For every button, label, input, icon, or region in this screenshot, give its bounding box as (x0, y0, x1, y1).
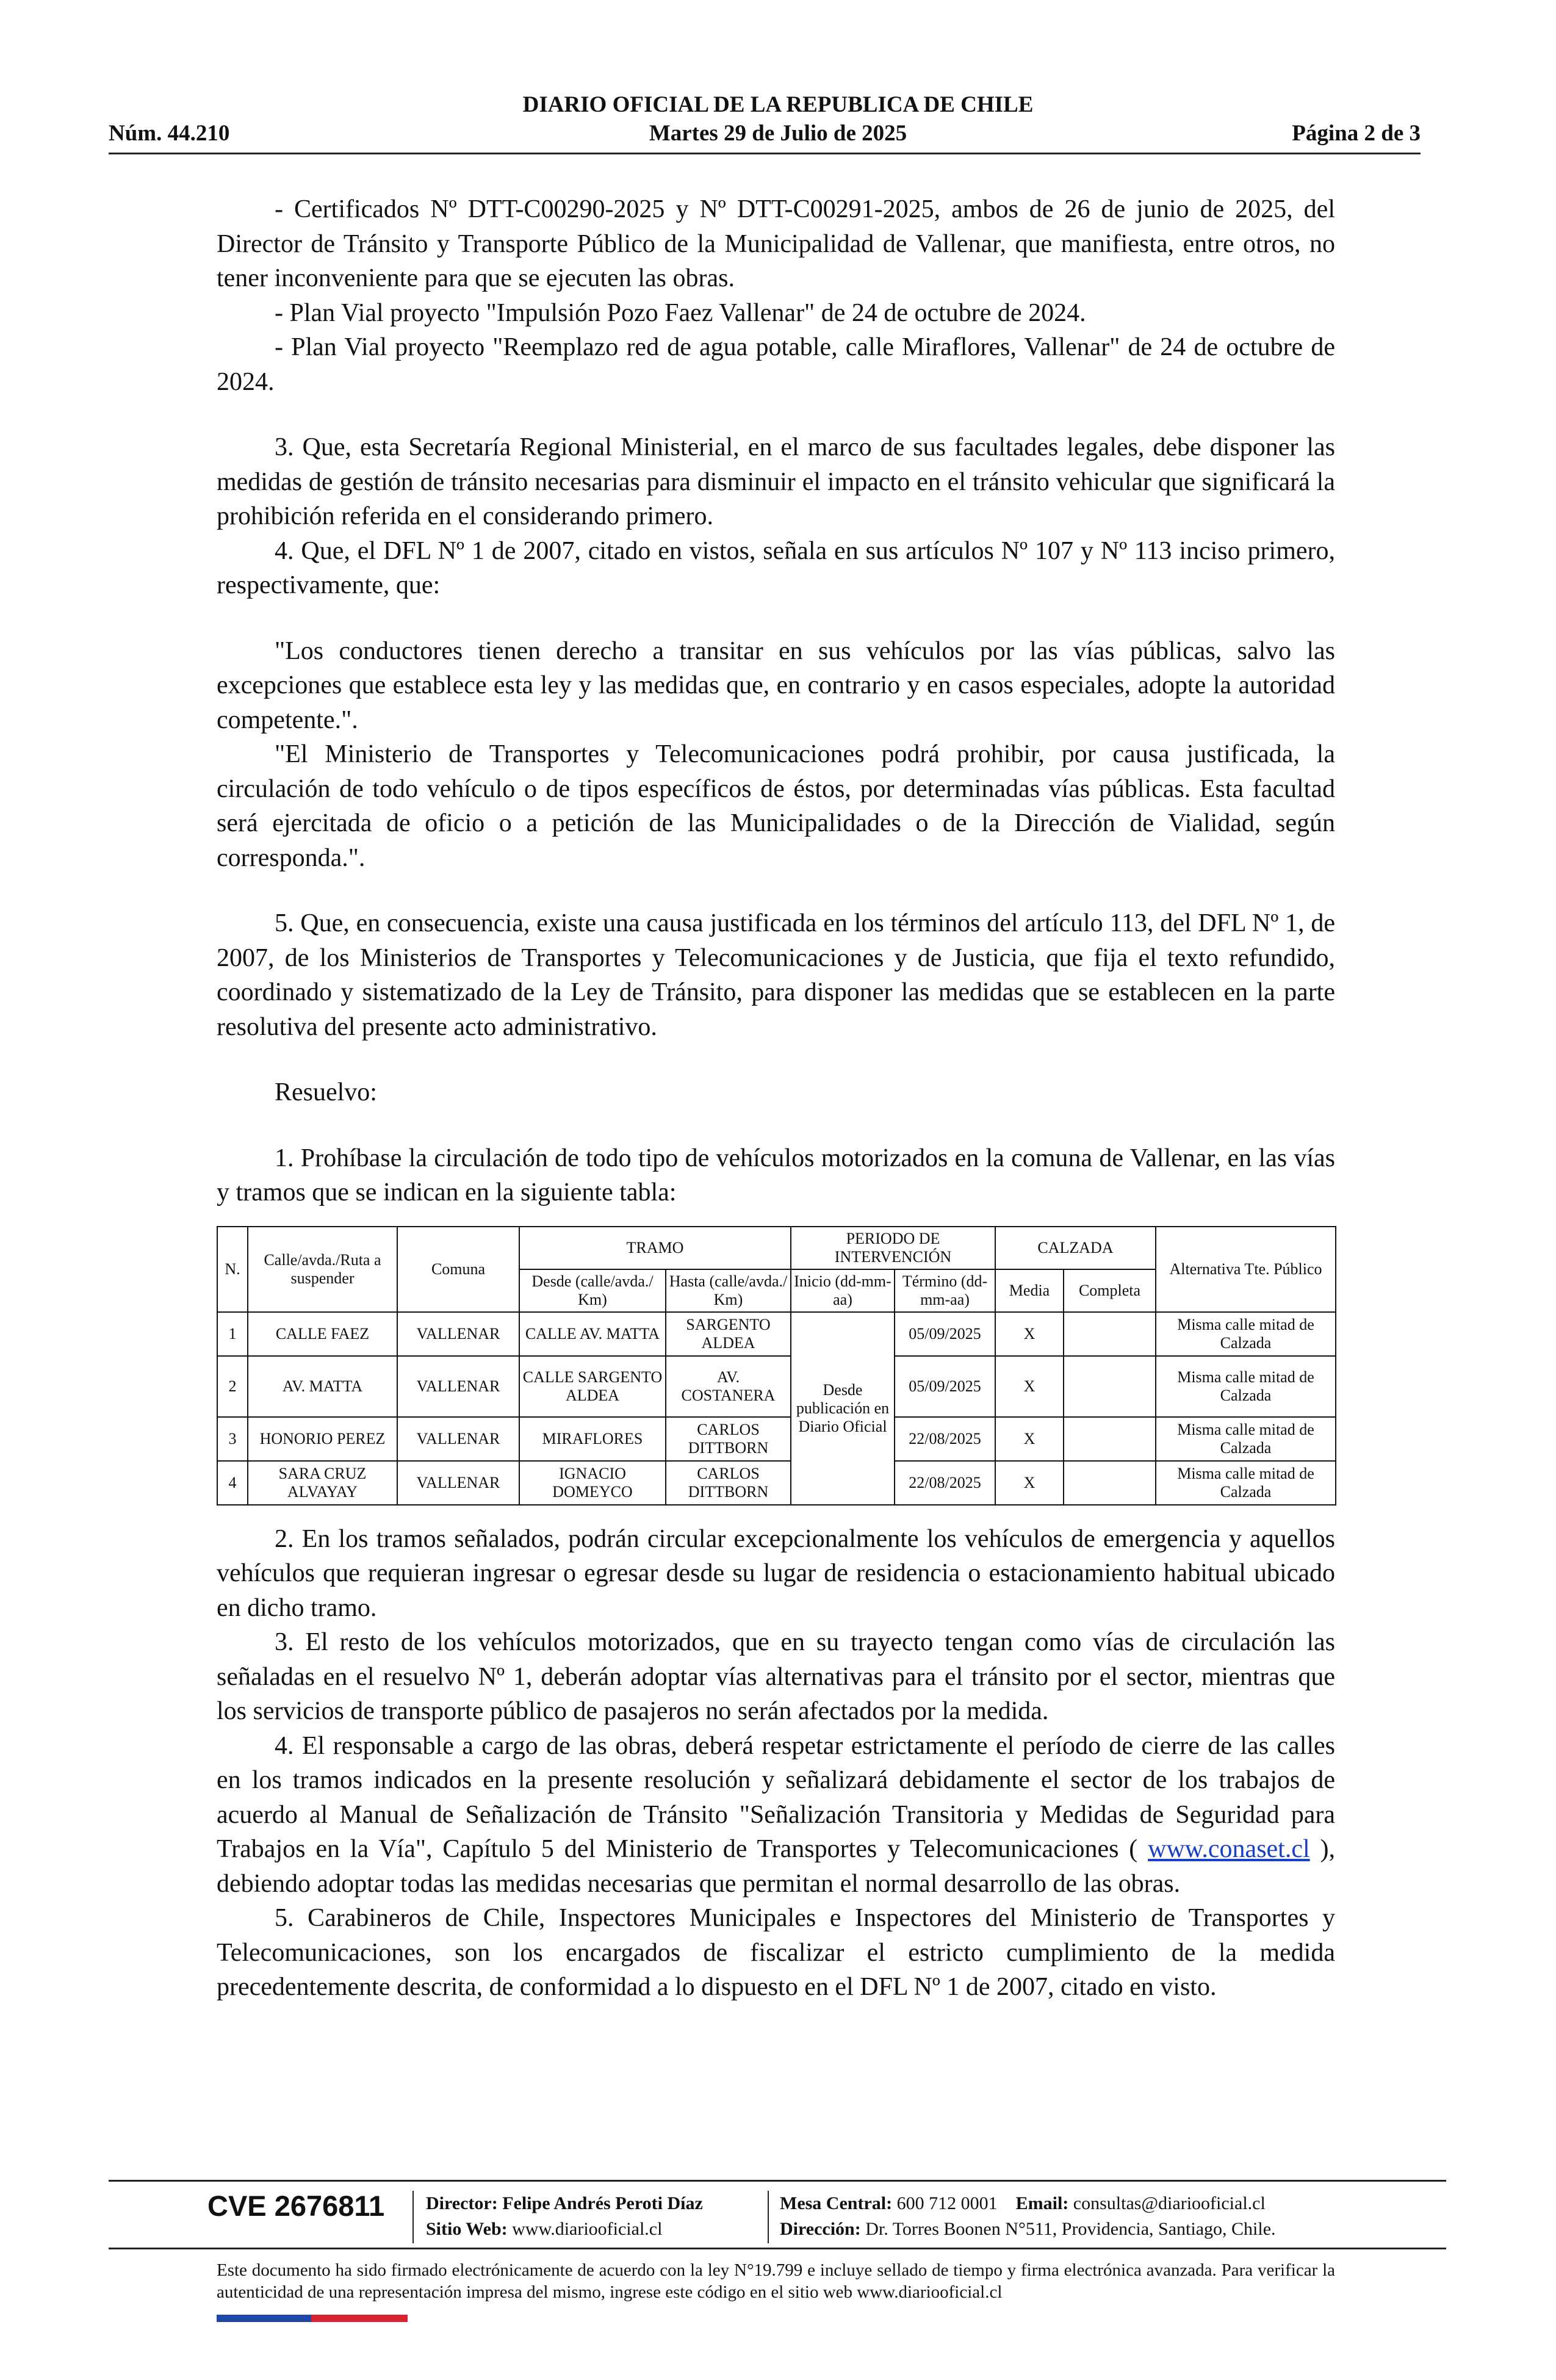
newspaper-title: DIARIO OFICIAL DE LA REPUBLICA DE CHILE (522, 92, 1034, 117)
paragraph: 4. Que, el DFL Nº 1 de 2007, citado en vistos, señala en sus artículos Nº 107 y Nº 113 inciso primero, respectivamente, que: (217, 536, 1335, 599)
col-header-n: N. (217, 1227, 248, 1312)
quote-paragraph: "Los conductores tienen derecho a transitar en sus vehículos por las vías públicas, salvo las excepciones que establece esta ley y las medidas que, en contrario y en casos especiales, adopte la autoridad competente.". (217, 636, 1335, 734)
table-row (217, 1461, 1336, 1505)
col-header-to: Hasta (calle/avda./ Km) (666, 1269, 791, 1312)
cell-n: 1 (217, 1312, 248, 1356)
cell-n: 2 (217, 1356, 248, 1417)
email-label: Email: (1015, 2193, 1069, 2213)
paragraph: 3. El resto de los vehículos motorizados, que en su trayecto tengan como vías de circulación las señaladas en el resuelvo Nº 1, deberán adoptar vías alternativas para el tránsito por el sector, mientras que los servicios de transporte público de pasajeros no serán afectados por la medida. (217, 1628, 1335, 1725)
paragraph-text: 4. El responsable a cargo de las obras, deberá respetar estrictamente el período de cierre de las calles en los tramos indicados en la presente resolución y señalizará debidamente el sector de los trabajos de acuerdo al Manual de Señalización de Tránsito "Señalización Transitoria y Medidas de Seguridad para Trabajos en la Vía", Capítulo 5 del Ministerio de Transportes y Telecomunicaciones ( (217, 1731, 1335, 1863)
cell-end: 22/08/2025 (895, 1417, 995, 1461)
cell-from: CALLE SARGENTO ALDEA (519, 1356, 666, 1417)
cell-start-shared: Desde publicación en Diario Oficial (791, 1312, 895, 1505)
col-header-street: Calle/avda./Ruta a suspender (248, 1227, 397, 1312)
cell-end: 05/09/2025 (895, 1312, 995, 1356)
cell-commune: VALLENAR (397, 1417, 519, 1461)
header-divider (109, 153, 1421, 154)
paragraph: - Certificados Nº DTT-C00290-2025 y Nº DTT-C00291-2025, ambos de 26 de junio de 2025, del Director de Tránsito y Transporte Público de la Municipalidad de Vallenar, que manifiesta, entre otros, no tener inconveniente para que se ejecuten las obras. (217, 195, 1335, 292)
director-name: Felipe Andrés Peroti Díaz (502, 2193, 703, 2213)
cell-alternative: Misma calle mitad de Calzada (1156, 1461, 1336, 1505)
cell-full (1064, 1417, 1156, 1461)
col-header-section: TRAMO (519, 1227, 791, 1269)
col-header-end: Término (dd-mm-aa) (895, 1269, 995, 1312)
cell-alternative: Misma calle mitad de Calzada (1156, 1312, 1336, 1356)
cell-street: AV. MATTA (248, 1356, 397, 1417)
table-row (217, 1417, 1336, 1461)
paragraph: 5. Que, en consecuencia, existe una causa justificada en los términos del artículo 113, del DFL Nº 1, de 2007, de los Ministerios de Transportes y Telecomunicaciones y de Justicia, que fija el texto refundido, coordinado y sistematizado de la Ley de Tránsito, para disponer las medidas que se establecen en la parte resolutiva del presente acto administrativo. (217, 909, 1335, 1041)
cell-to: CARLOS DITTBORN (666, 1461, 791, 1505)
table-row (217, 1312, 1336, 1356)
quote-paragraph: "El Ministerio de Transportes y Telecomunicaciones podrá prohibir, por causa justificada, la circulación de todo vehículo o de tipos específicos de éstos, por determinadas vías públicas. Esta facultad será ejercitada de oficio o a petición de las Municipalidades o de la Dirección de Vialidad, según corresponda.". (217, 740, 1335, 872)
issue-number: Núm. 44.210 (109, 121, 230, 146)
cell-commune: VALLENAR (397, 1461, 519, 1505)
col-header-half: Media (995, 1269, 1064, 1312)
cell-alternative: Misma calle mitad de Calzada (1156, 1417, 1336, 1461)
cell-street: SARA CRUZ ALVAYAY (248, 1461, 397, 1505)
director-label: Director: (426, 2193, 498, 2213)
cell-street: CALLE FAEZ (248, 1312, 397, 1356)
page-indicator: Página 2 de 3 (1292, 121, 1421, 146)
cve-code: CVE 2676811 (207, 2190, 385, 2222)
footer-contact-block (780, 2191, 1276, 2242)
paragraph-text: ), debiendo adoptar todas las medidas necesarias que permitan el normal desarrollo de las obras. (217, 1835, 1335, 1898)
cell-full (1064, 1356, 1156, 1417)
flag-bar-red (311, 2315, 408, 2322)
footer-divider-top (109, 2180, 1446, 2182)
email-link[interactable]: consultas@diariooficial.cl (1073, 2193, 1266, 2213)
col-header-roadway: CALZADA (995, 1227, 1156, 1269)
cell-from: MIRAFLORES (519, 1417, 666, 1461)
cell-half: X (995, 1356, 1064, 1417)
footer-separator (768, 2191, 769, 2243)
phone-label: Mesa Central: (780, 2193, 893, 2213)
paragraph: 1. Prohíbase la circulación de todo tipo de vehículos motorizados en la comuna de Vallenar, en las vías y tramos que se indican en la siguiente tabla: (217, 1144, 1335, 1206)
footer-divider-bottom (109, 2248, 1446, 2249)
cell-end: 22/08/2025 (895, 1461, 995, 1505)
phone-number: 600 712 0001 (896, 2193, 998, 2213)
cell-from: IGNACIO DOMEYCO (519, 1461, 666, 1505)
address-label: Dirección: (780, 2219, 861, 2239)
resolution-heading: Resuelvo: (275, 1078, 377, 1106)
paragraph: 3. Que, esta Secretaría Regional Ministerial, en el marco de sus facultades legales, debe disponer las medidas de gestión de tránsito necesarias para disminuir el impacto en el tránsito vehicular que significará la prohibición referida en el considerando primero. (217, 433, 1335, 530)
footer-separator (412, 2191, 414, 2243)
address-text: Dr. Torres Boonen N°511, Providencia, Santiago, Chile. (865, 2219, 1276, 2239)
footer-director-block (426, 2191, 703, 2242)
conaset-link[interactable]: www.conaset.cl (1148, 1835, 1310, 1863)
col-header-alternative: Alternativa Tte. Público (1156, 1227, 1336, 1312)
col-header-from: Desde (calle/avda./ Km) (519, 1269, 666, 1312)
cell-full (1064, 1312, 1156, 1356)
paragraph: 2. En los tramos señalados, podrán circular excepcionalmente los vehículos de emergencia y aquellos vehículos que requieran ingresar o egresar desde su lugar de residencia o estacionamiento habitual ubicado en dicho tramo. (217, 1524, 1335, 1622)
table-row (217, 1356, 1336, 1417)
col-header-full: Completa (1064, 1269, 1156, 1312)
cell-commune: VALLENAR (397, 1356, 519, 1417)
cell-commune: VALLENAR (397, 1312, 519, 1356)
cell-to: SARGENTO ALDEA (666, 1312, 791, 1356)
cell-half: X (995, 1312, 1064, 1356)
cell-alternative: Misma calle mitad de Calzada (1156, 1356, 1336, 1417)
cell-street: HONORIO PEREZ (248, 1417, 397, 1461)
cell-end: 05/09/2025 (895, 1356, 995, 1417)
cell-n: 3 (217, 1417, 248, 1461)
paragraph: 5. Carabineros de Chile, Inspectores Municipales e Inspectores del Ministerio de Transportes y Telecomunicaciones, son los encargados de fiscalizar el estricto cumplimiento de la medida precedentemente descrita, de conformidad a lo dispuesto en el DFL Nº 1 de 2007, citado en visto. (217, 1904, 1335, 2001)
closures-table-wrapper (217, 1226, 1335, 1506)
document-body (217, 192, 1335, 2005)
cell-to: AV. COSTANERA (666, 1356, 791, 1417)
signature-note: Este documento ha sido firmado electrónicamente de acuerdo con la ley N°19.799 e incluye sellado de tiempo y firma electrónica avanzada. Para verificar la autenticidad de una representación impresa del mismo, ingrese este código en el sitio web www.diariooficial.cl (217, 2260, 1335, 2302)
cell-from: CALLE AV. MATTA (519, 1312, 666, 1356)
website-label: Sitio Web: (426, 2219, 508, 2239)
paragraph: - Plan Vial proyecto "Reemplazo red de agua potable, calle Miraflores, Vallenar" de 24 de octubre de 2024. (217, 333, 1335, 396)
cell-to: CARLOS DITTBORN (666, 1417, 791, 1461)
col-header-commune: Comuna (397, 1227, 519, 1312)
issue-date: Martes 29 de Julio de 2025 (649, 121, 907, 146)
flag-bar-blue (217, 2315, 311, 2322)
col-header-start: Inicio (dd-mm-aa) (791, 1269, 895, 1312)
paragraph: - Plan Vial proyecto "Impulsión Pozo Faez Vallenar" de 24 de octubre de 2024. (275, 298, 1086, 327)
cell-half: X (995, 1461, 1064, 1505)
road-closures-table (217, 1226, 1336, 1506)
paragraph (217, 1729, 1335, 1902)
cell-n: 4 (217, 1461, 248, 1505)
col-header-period: PERIODO DE INTERVENCIÓN (791, 1227, 995, 1269)
website-link[interactable]: www.diariooficial.cl (512, 2219, 663, 2239)
cell-half: X (995, 1417, 1064, 1461)
cell-full (1064, 1461, 1156, 1505)
